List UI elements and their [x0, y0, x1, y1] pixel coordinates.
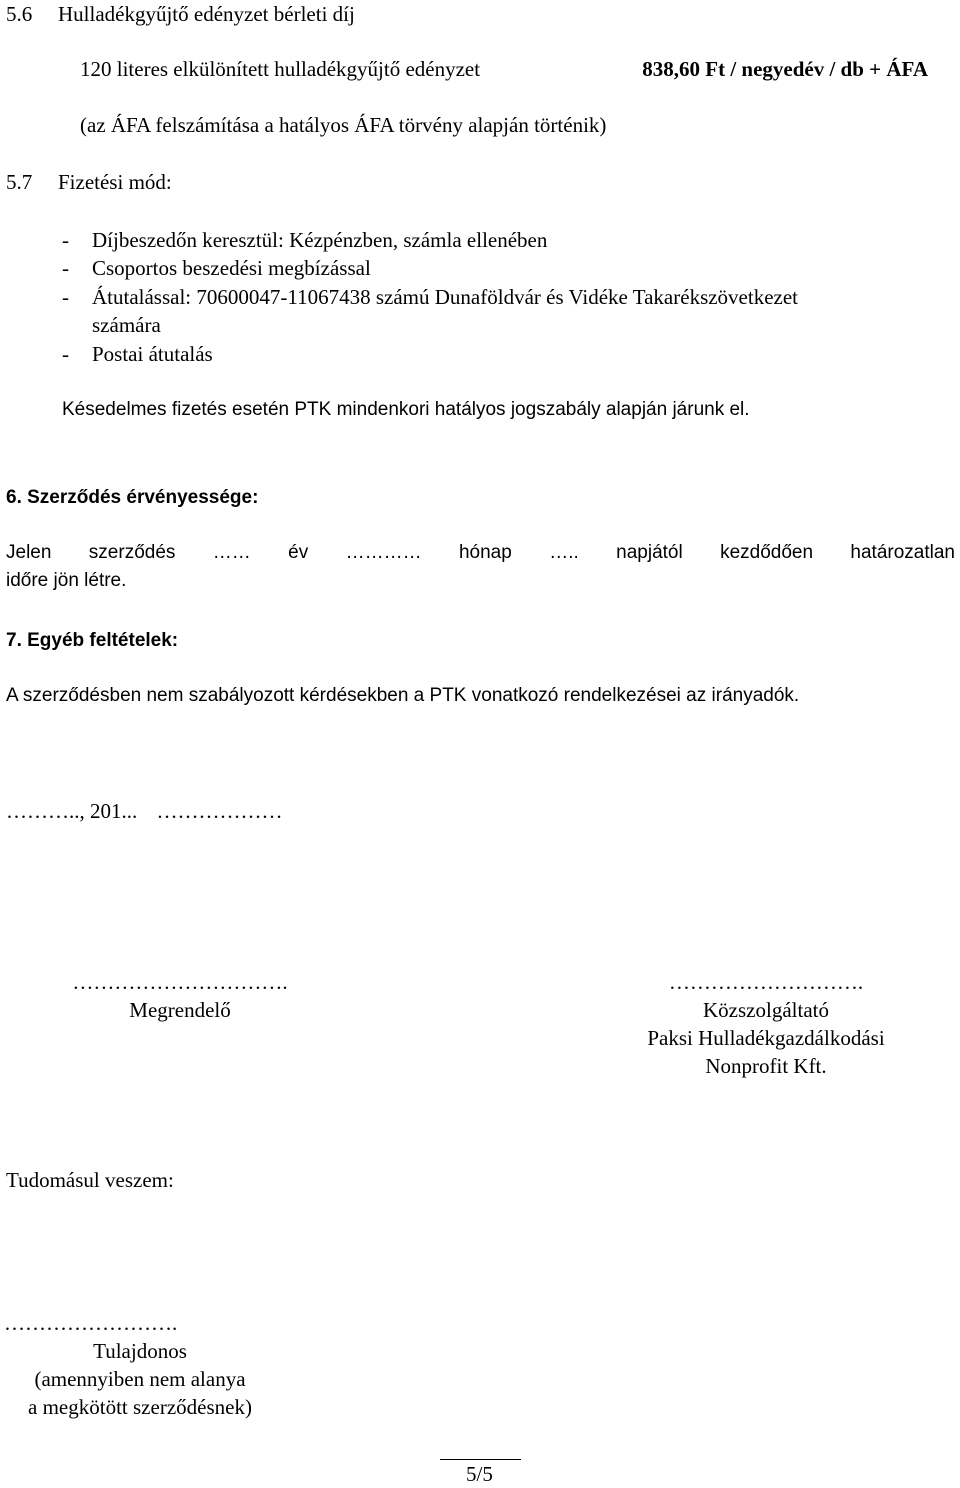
signature-role: Közszolgáltató [703, 998, 829, 1022]
payment-method-item [62, 283, 798, 311]
validity-word: napjától [616, 542, 683, 563]
owner-note-line-1: (amennyiben nem alanya [34, 1367, 246, 1391]
validity-word: határozatlan [850, 542, 955, 563]
payment-method-label: Átutalással: 70600047-11067438 számú Dunaföldvár és Vidéke Takarékszövetkezet [92, 285, 799, 309]
validity-line [6, 539, 955, 567]
validity-blank: ….. [549, 542, 579, 563]
section-number: 5.6 [6, 2, 33, 26]
date-blank: ……………… [156, 799, 283, 823]
signature-role: Tulajdonos [93, 1339, 187, 1363]
owner-note-line-2: a megkötött szerződésnek) [28, 1395, 252, 1419]
payment-method-item [62, 254, 371, 282]
validity-word: Jelen [6, 542, 52, 563]
place-blank: ……….. [6, 799, 80, 823]
validity-blank: ………… [345, 542, 422, 563]
list-dash: - [62, 342, 69, 366]
list-dash: - [62, 285, 69, 309]
section-6-heading: 6. Szerződés érvényessége: [6, 487, 259, 508]
section-title: Fizetési mód: [58, 170, 172, 194]
section-5-6-heading [6, 0, 355, 28]
validity-word: kezdődően [720, 542, 814, 563]
section-5-7-heading [6, 168, 172, 196]
acknowledgement-label: Tudomásul veszem: [6, 1168, 174, 1192]
signature-line: …………………………. [72, 970, 288, 994]
payment-method-label: Díjbeszedőn keresztül: Kézpénzben, számla ellenében [92, 228, 548, 252]
provider-org-type: Nonprofit Kft. [705, 1054, 827, 1078]
bin-item-price: 838,60 Ft / negyedév / db + ÁFA [642, 57, 928, 81]
provider-org-name: Paksi Hulladékgazdálkodási [647, 1026, 885, 1050]
validity-word: szerződés [88, 542, 176, 563]
section-title: Hulladékgyűjtő edényzet bérleti díj [58, 2, 355, 26]
payment-method-label: Postai átutalás [92, 342, 213, 366]
place-date-line [6, 797, 283, 825]
list-dash: - [62, 256, 69, 280]
vat-note: (az ÁFA felszámítása a hatályos ÁFA törvény alapján történik) [80, 113, 607, 137]
section-7-heading: 7. Egyéb feltételek: [6, 630, 179, 651]
validity-word: hónap [458, 542, 512, 563]
owner-signature-block [4, 1309, 276, 1421]
list-dash: - [62, 228, 69, 252]
late-payment-note: Késedelmes fizetés esetén PTK mindenkori hatályos jogszabály alapján járunk el. [62, 399, 750, 420]
payment-method-continuation: számára [92, 313, 161, 337]
payment-method-label: Csoportos beszedési megbízással [92, 256, 371, 280]
signature-line: ………………………. [668, 970, 864, 994]
validity-blank: …… [212, 542, 251, 563]
validity-word: év [288, 542, 309, 563]
bin-item-label: 120 literes elkülönített hulladékgyűjtő edényzet [80, 57, 481, 81]
signature-role: Megrendelő [129, 998, 231, 1022]
signature-line: ……………………. [4, 1311, 178, 1335]
page-number: 5/5 [466, 1462, 493, 1486]
validity-line-2: időre jön létre. [6, 570, 127, 591]
payment-method-item [62, 226, 547, 254]
section-number: 5.7 [6, 170, 33, 194]
year-prefix: , 201... [79, 799, 138, 823]
payment-method-item [62, 340, 213, 368]
other-conditions-text: A szerződésben nem szabályozott kérdésekben a PTK vonatkozó rendelkezései az irányadók. [6, 685, 800, 706]
provider-signature-block [596, 968, 936, 1080]
customer-signature-block [40, 968, 320, 1024]
